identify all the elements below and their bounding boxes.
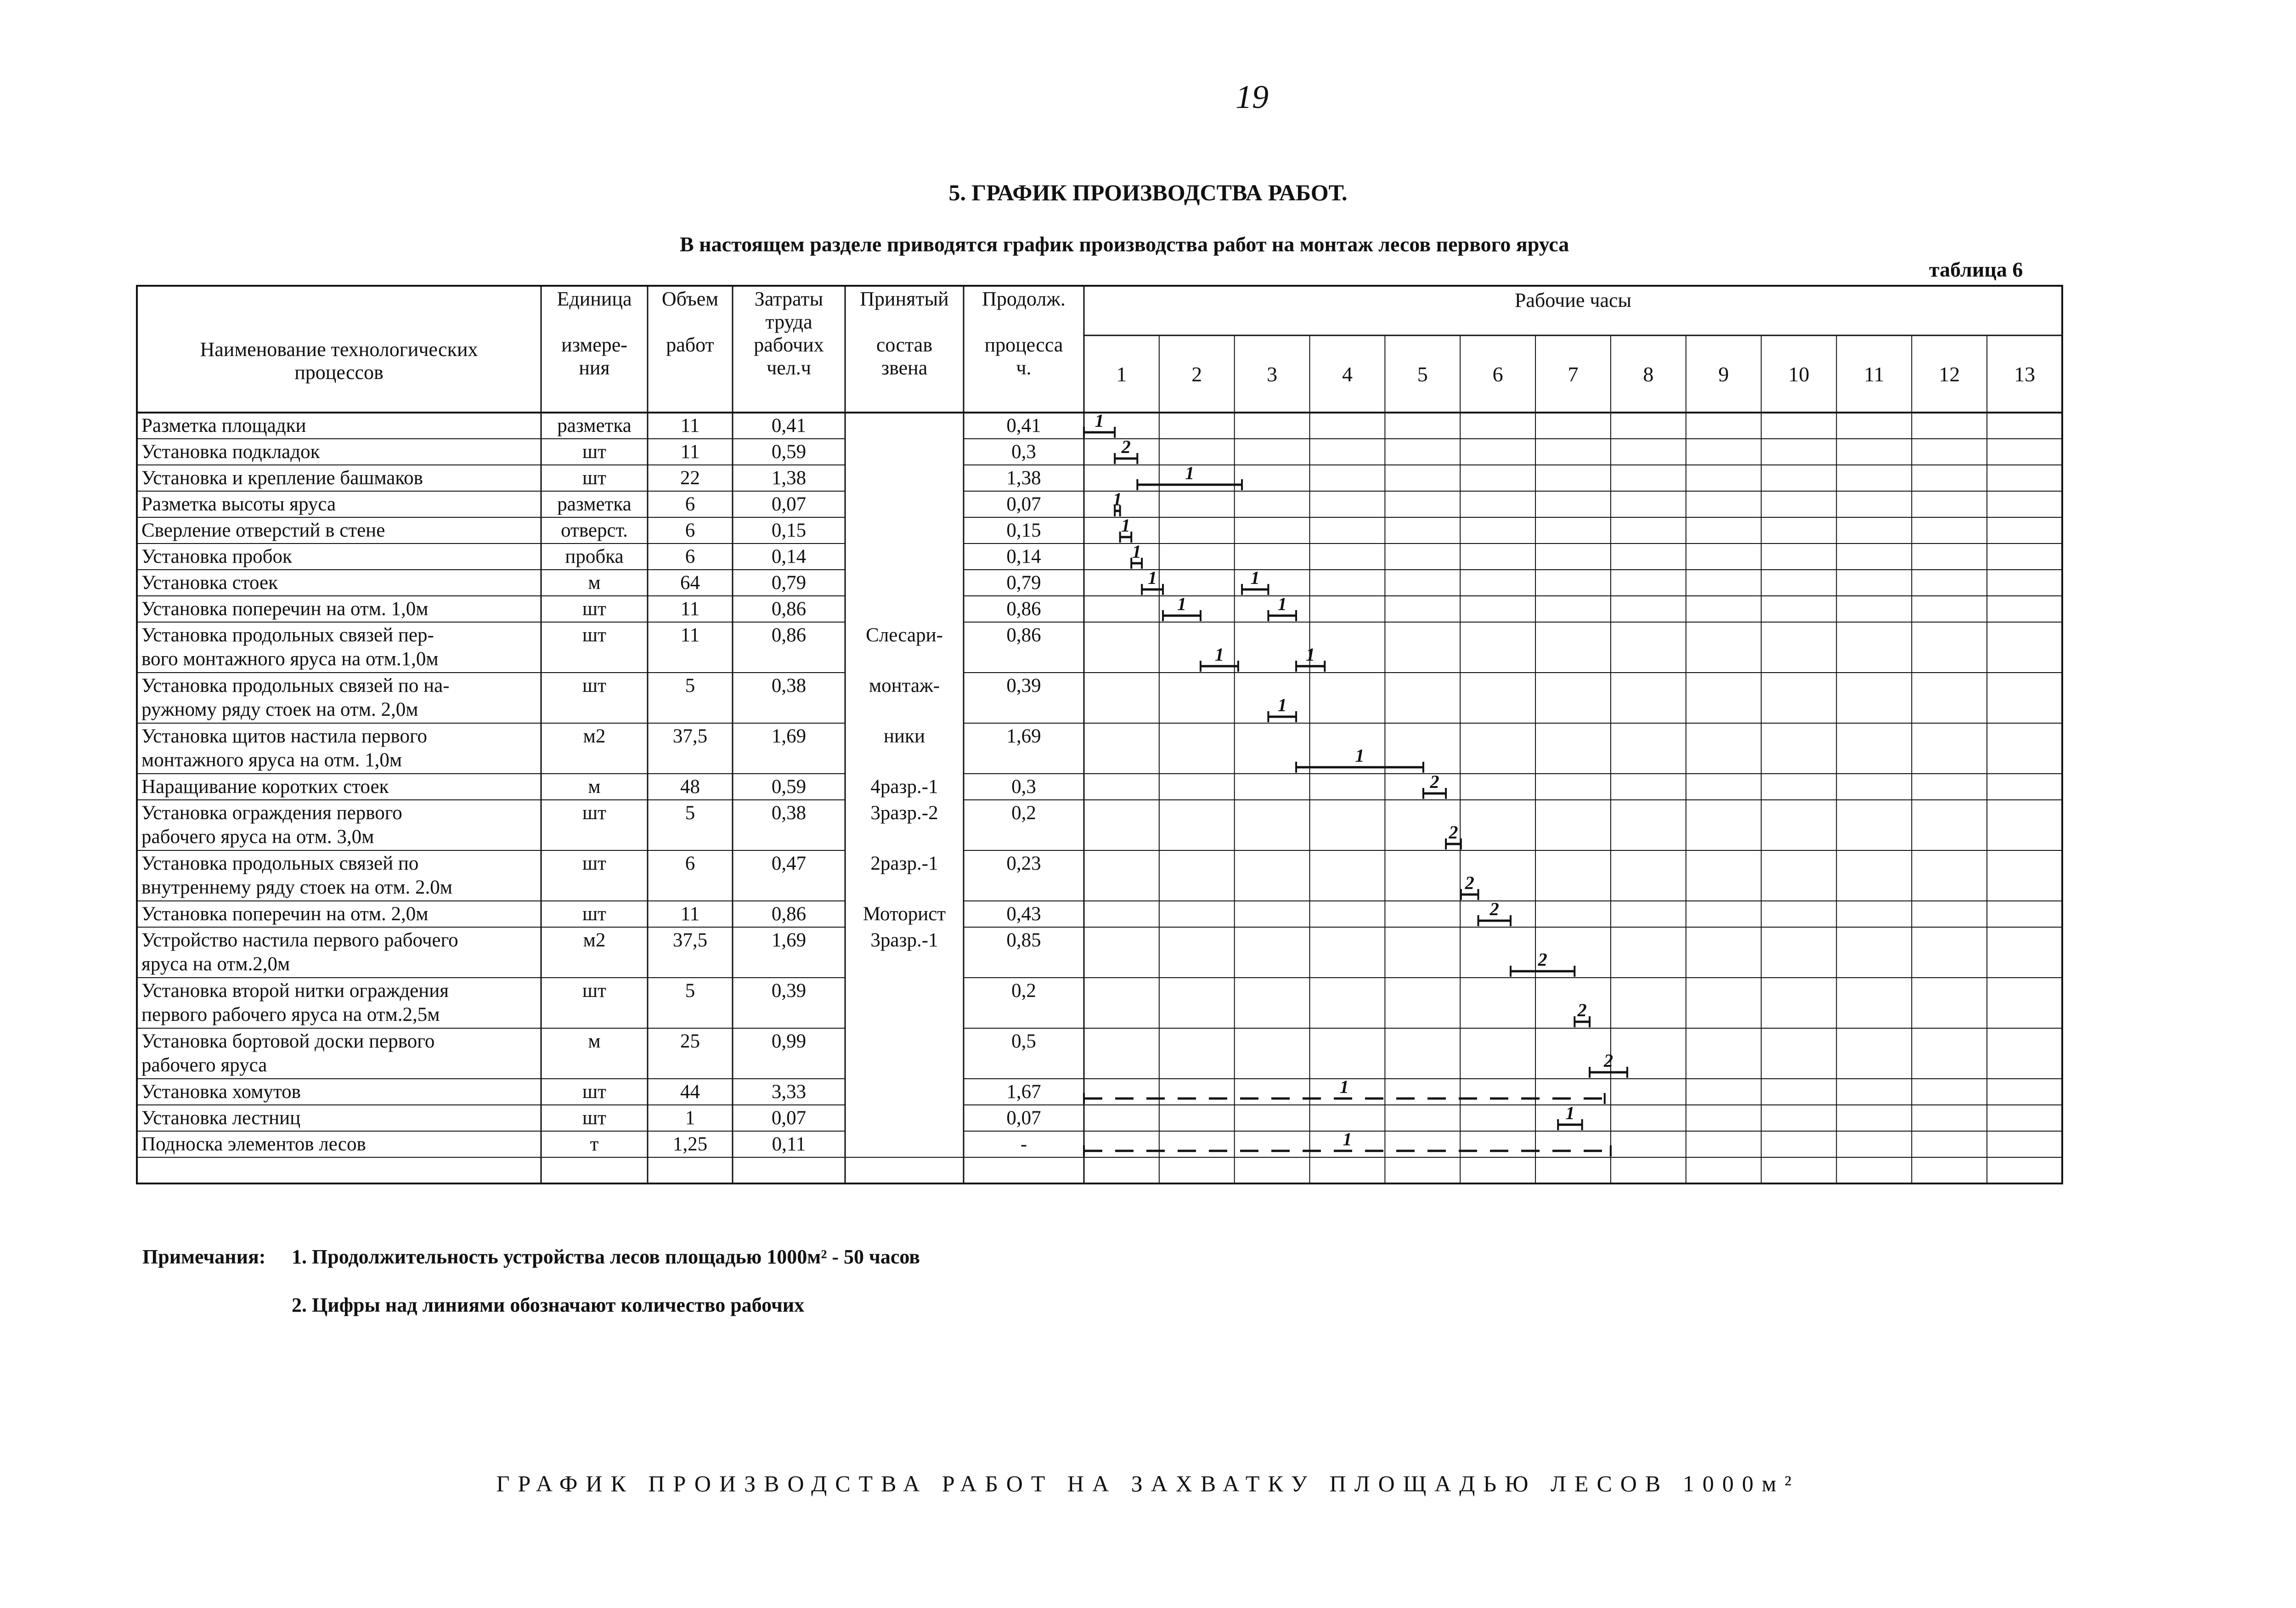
volume-cell: 37,5 <box>672 929 708 951</box>
unit-cell: шт <box>582 1081 606 1103</box>
duration-cell: 0,41 <box>1006 415 1041 436</box>
crew-text: Слесари- <box>866 624 943 646</box>
duration-cell: 0,23 <box>1006 853 1041 874</box>
unit-cell: м <box>588 572 601 594</box>
process-name: внутреннему ряду стоек на отм. 2.0м <box>141 877 452 898</box>
gantt-worker-count: 2 <box>1121 436 1131 457</box>
volume-cell: 22 <box>680 467 700 489</box>
process-name: монтажного яруса на отм. 1,0м <box>141 749 402 771</box>
labor-cell: 0,11 <box>772 1133 806 1155</box>
hour-label: 2 <box>1191 362 1202 386</box>
labor-cell: 0,14 <box>771 546 807 567</box>
labor-cell: 0,07 <box>771 1107 807 1129</box>
duration-cell: 0,15 <box>1006 520 1041 541</box>
process-name: Установка поперечин на отм. 2,0м <box>141 903 429 925</box>
gantt-worker-count: 1 <box>1277 695 1287 715</box>
volume-cell: 11 <box>680 903 700 925</box>
duration-cell: 0,43 <box>1006 903 1041 925</box>
volume-cell: 6 <box>685 520 695 541</box>
duration-cell: 0,2 <box>1011 980 1036 1002</box>
bottom-title: ГРАФИК ПРОИЗВОДСТВА РАБОТ НА ЗАХВАТКУ ПЛОЩАДЬЮ ЛЕСОВ 1000м² <box>496 1471 1800 1496</box>
header-name: процессов <box>294 361 384 384</box>
duration-cell: 0,2 <box>1011 802 1036 824</box>
process-name: ружному ряду стоек на отм. 2,0м <box>141 699 418 720</box>
hour-label: 9 <box>1718 362 1729 386</box>
unit-cell: шт <box>582 598 606 620</box>
header-labor: чел.ч <box>767 357 811 379</box>
unit-cell: шт <box>582 853 606 874</box>
process-name: Установка лестниц <box>141 1107 301 1129</box>
duration-cell: 0,85 <box>1006 929 1041 951</box>
crew-text: 2разр.-1 <box>870 853 938 874</box>
unit-cell: м2 <box>583 929 606 951</box>
gantt-worker-count: 2 <box>1489 899 1499 919</box>
gantt-worker-count: 1 <box>1343 1129 1352 1149</box>
volume-cell: 37,5 <box>672 725 708 747</box>
header-crew: звена <box>881 357 928 379</box>
volume-cell: 11 <box>680 598 700 620</box>
gantt-worker-count: 1 <box>1121 515 1130 536</box>
table-label: таблица 6 <box>1929 258 2023 281</box>
process-name: яруса на отм.2,0м <box>141 953 290 975</box>
hour-label: 10 <box>1788 362 1810 386</box>
labor-cell: 0,41 <box>771 415 807 436</box>
hour-label: 8 <box>1643 362 1654 386</box>
volume-cell: 6 <box>685 853 695 874</box>
header-duration: Продолж. <box>982 288 1066 310</box>
volume-cell: 11 <box>680 415 700 436</box>
unit-cell: м <box>588 1030 601 1052</box>
labor-cell: 0,38 <box>771 675 807 696</box>
gantt-worker-count: 2 <box>1538 949 1547 970</box>
header-name: Наименование технологических <box>200 338 478 361</box>
process-name: рабочего яруса <box>141 1054 267 1076</box>
unit-cell: шт <box>582 903 606 925</box>
process-name: Наращивание коротких стоек <box>141 776 389 798</box>
gantt-worker-count: 2 <box>1577 1000 1587 1020</box>
process-name: Установка поперечин на отм. 1,0м <box>141 598 429 620</box>
duration-cell: 1,69 <box>1006 725 1041 747</box>
labor-cell: 1,38 <box>771 467 807 489</box>
process-name: Установка бортовой доски первого <box>141 1030 435 1052</box>
unit-cell: т <box>590 1133 599 1155</box>
gantt-worker-count: 1 <box>1339 1076 1349 1097</box>
process-name: Сверление отверстий в стене <box>141 520 385 541</box>
duration-cell: - <box>1020 1133 1027 1155</box>
hour-label: 1 <box>1116 362 1127 386</box>
crew-text: ники <box>884 725 925 747</box>
labor-cell: 0,47 <box>771 853 807 874</box>
gantt-worker-count: 2 <box>1465 872 1474 893</box>
volume-cell: 44 <box>680 1081 700 1103</box>
gantt-worker-count: 1 <box>1185 463 1195 483</box>
hour-label: 12 <box>1939 362 1960 386</box>
volume-cell: 64 <box>680 572 700 594</box>
hour-label: 3 <box>1267 362 1278 386</box>
header-volume: Объем <box>661 288 719 310</box>
gantt-worker-count: 1 <box>1132 541 1141 562</box>
volume-cell: 5 <box>685 802 695 824</box>
volume-cell: 11 <box>680 441 700 463</box>
header-crew: Принятый <box>860 288 949 310</box>
volume-cell: 25 <box>680 1030 700 1052</box>
duration-cell: 1,38 <box>1006 467 1041 489</box>
crew-text: монтаж- <box>869 675 940 696</box>
hour-label: 7 <box>1568 362 1579 386</box>
header-volume: работ <box>666 334 714 356</box>
duration-cell: 0,3 <box>1011 441 1036 463</box>
process-name: вого монтажного яруса на отм.1,0м <box>141 648 439 670</box>
notes-label: Примечания: <box>142 1246 266 1268</box>
volume-cell: 11 <box>680 624 700 646</box>
process-name: рабочего яруса на отм. 3,0м <box>141 826 374 848</box>
duration-cell: 0,5 <box>1011 1030 1036 1052</box>
note-duration: 1. Продолжительность устройства лесов площадью 1000м² - 50 часов <box>292 1246 920 1268</box>
crew-text: Моторист <box>863 903 946 925</box>
volume-cell: 1 <box>685 1107 695 1129</box>
header-unit: измере- <box>561 334 627 356</box>
labor-cell: 0,38 <box>771 802 807 824</box>
unit-cell: шт <box>582 624 606 646</box>
process-name: Установка второй нитки ограждения <box>141 980 449 1002</box>
process-name: Установка щитов настила первого <box>141 725 428 747</box>
unit-cell: разметка <box>557 493 632 515</box>
process-name: Установка и крепление башмаков <box>141 467 423 489</box>
process-name: Установка хомутов <box>141 1081 301 1103</box>
crew-text: 3разр.-1 <box>870 929 938 951</box>
duration-cell: 0,14 <box>1006 546 1041 567</box>
gantt-worker-count: 1 <box>1177 594 1186 614</box>
gantt-worker-count: 1 <box>1355 745 1365 766</box>
volume-cell: 5 <box>685 980 695 1002</box>
process-name: Установка стоек <box>141 572 278 594</box>
gantt-worker-count: 1 <box>1250 567 1260 588</box>
gantt-worker-count: 1 <box>1112 489 1122 510</box>
gantt-worker-count: 1 <box>1306 644 1315 665</box>
crew-text: 4разр.-1 <box>870 776 938 798</box>
process-name: Разметка высоты яруса <box>141 493 336 515</box>
gantt-worker-count: 1 <box>1214 644 1224 665</box>
process-name: Установка подкладок <box>141 441 320 463</box>
gantt-worker-count: 2 <box>1449 822 1458 843</box>
labor-cell: 1,69 <box>771 929 807 951</box>
volume-cell: 5 <box>685 675 695 696</box>
unit-cell: шт <box>582 1107 606 1129</box>
gantt-worker-count: 1 <box>1148 567 1157 588</box>
gantt-worker-count: 2 <box>1430 771 1439 792</box>
gantt-worker-count: 1 <box>1277 594 1287 614</box>
section-title: 5. ГРАФИК ПРОИЗВОДСТВА РАБОТ. <box>948 180 1348 205</box>
process-name: Разметка площадки <box>141 415 306 436</box>
labor-cell: 0,59 <box>771 441 807 463</box>
hour-label: 11 <box>1864 362 1884 386</box>
hour-label: 13 <box>2014 362 2036 386</box>
process-name: Установка продольных связей по на- <box>141 675 450 696</box>
labor-cell: 0,79 <box>771 572 807 594</box>
unit-cell: м2 <box>583 725 606 747</box>
header-labor: труда <box>765 311 812 333</box>
volume-cell: 6 <box>685 546 695 567</box>
volume-cell: 1,25 <box>672 1133 708 1155</box>
unit-cell: м <box>588 776 601 798</box>
gantt-worker-count: 2 <box>1604 1050 1613 1071</box>
duration-cell: 0,07 <box>1006 493 1041 515</box>
duration-cell: 0,07 <box>1006 1107 1041 1129</box>
hour-label: 4 <box>1342 362 1353 386</box>
unit-cell: отверст. <box>561 520 628 541</box>
header-duration: процесса <box>984 334 1063 356</box>
duration-cell: 0,3 <box>1011 776 1036 798</box>
header-labor: Затраты <box>754 288 824 310</box>
duration-cell: 1,67 <box>1006 1081 1041 1103</box>
crew-text: 3разр.-2 <box>870 802 938 824</box>
process-name: Устройство настила первого рабочего <box>141 929 458 951</box>
labor-cell: 0,86 <box>771 624 807 646</box>
labor-cell: 0,39 <box>771 980 807 1002</box>
process-name: первого рабочего яруса на отм.2,5м <box>141 1004 440 1025</box>
process-name: Установка продольных связей по <box>141 853 419 874</box>
header-hours-title: Рабочие часы <box>1514 289 1632 311</box>
intro-text: В настоящем разделе приводятся график производства работ на монтаж лесов первого яруса <box>680 232 1569 256</box>
volume-cell: 48 <box>680 776 700 798</box>
duration-cell: 0,86 <box>1006 598 1041 620</box>
process-name: Подноска элементов лесов <box>141 1133 366 1155</box>
hour-label: 6 <box>1492 362 1503 386</box>
labor-cell: 0,07 <box>771 493 807 515</box>
unit-cell: шт <box>582 467 606 489</box>
duration-cell: 0,86 <box>1006 624 1041 646</box>
header-labor: рабочих <box>754 334 824 356</box>
unit-cell: разметка <box>557 415 632 436</box>
unit-cell: шт <box>582 980 606 1002</box>
page-number: 19 <box>1235 79 1269 115</box>
unit-cell: пробка <box>565 546 624 567</box>
volume-cell: 6 <box>685 493 695 515</box>
header-unit: ния <box>579 357 610 379</box>
unit-cell: шт <box>582 675 606 696</box>
process-name: Установка продольных связей пер- <box>141 624 434 646</box>
labor-cell: 0,15 <box>771 520 807 541</box>
header-unit: Единица <box>557 288 632 310</box>
labor-cell: 0,86 <box>771 598 807 620</box>
gantt-worker-count: 1 <box>1094 410 1104 431</box>
note-workers: 2. Цифры над линиями обозначают количество рабочих <box>292 1294 805 1316</box>
process-name: Установка пробок <box>141 546 292 567</box>
unit-cell: шт <box>582 802 606 824</box>
unit-cell: шт <box>582 441 606 463</box>
duration-cell: 0,79 <box>1006 572 1041 594</box>
labor-cell: 0,59 <box>771 776 807 798</box>
labor-cell: 0,86 <box>771 903 807 925</box>
labor-cell: 0,99 <box>771 1030 807 1052</box>
hour-label: 5 <box>1417 362 1428 386</box>
process-name: Установка ограждения первого <box>141 802 402 824</box>
labor-cell: 1,69 <box>771 725 807 747</box>
duration-cell: 0,39 <box>1006 675 1041 696</box>
labor-cell: 3,33 <box>771 1081 807 1103</box>
header-duration: ч. <box>1016 357 1032 379</box>
header-crew: состав <box>876 334 933 356</box>
gantt-worker-count: 1 <box>1565 1103 1575 1123</box>
